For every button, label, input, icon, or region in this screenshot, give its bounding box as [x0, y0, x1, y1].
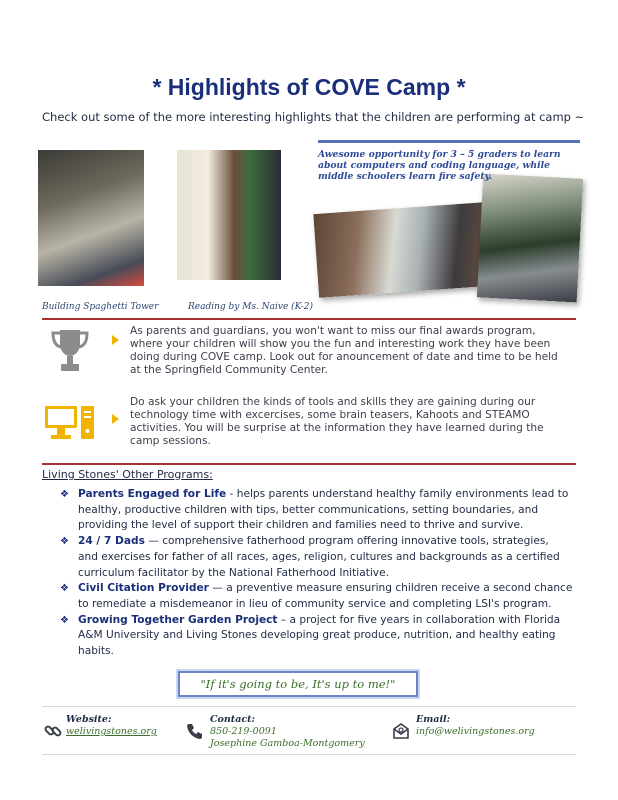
footer-contact: Contact: 850-219-0091 Josephine Gamboa-Montgomery	[210, 714, 365, 749]
diamond-bullet-icon: ❖	[60, 583, 69, 595]
callout-line: Awesome opportunity for 3 – 5 graders to learn	[318, 149, 561, 160]
programs-list	[60, 487, 580, 660]
list-item: ❖ Growing Together Garden Project – a project for five years in collaboration with Florida A&M University and Living Stones developing great produce, nutrition, and healthy eating habits.	[60, 613, 561, 658]
section-divider	[42, 463, 576, 465]
programs-heading: Living Stones' Other Programs:	[42, 468, 213, 481]
contact-name: Josephine Gamboa-Montgomery	[210, 738, 365, 749]
motto-box: "If it's going to be, It's up to me!"	[178, 671, 418, 697]
technology-paragraph: Do ask your children the kinds of tools and skills they are gaining during our technology time with excercises, some brain teasers, Kahoots and STEAMO activities. You will be surprise at the information they have learned during the camp sessions.	[130, 396, 544, 447]
phone-number: 850-219-0091	[210, 726, 277, 737]
website-link[interactable]: welivingstones.org	[66, 726, 157, 737]
awards-paragraph: As parents and guardians, you won't want to miss our final awards program, where your children will show you the fun and interesting work they have been doing during COVE camp. Look out for anouncement of date and time to be held at the Springfield Community Center.	[130, 325, 558, 376]
section-divider	[42, 318, 576, 320]
page-title: * Highlights of COVE Camp *	[152, 74, 466, 100]
list-item: ❖ 24 / 7 Dads — comprehensive fatherhood program offering innovative tools, strategies, and exercises for father of all races, ages, religion, cultures and backgrounds as a certified curriculum facilitator by the National Fatherhood Initiative.	[60, 535, 560, 579]
diamond-bullet-icon: ❖	[60, 614, 69, 626]
footer-email: Email: info@welivingstones.org	[416, 714, 535, 737]
intro-text: Check out some of the more interesting highlights that the children are performing at camp ~	[42, 110, 585, 124]
email-icon	[392, 722, 410, 740]
diamond-bullet-icon: ❖	[60, 536, 69, 548]
diamond-bullet-icon: ❖	[60, 489, 69, 500]
footer-website: Website: welivingstones.org	[66, 714, 157, 737]
footer-divider	[42, 754, 576, 755]
footer-divider	[42, 706, 576, 707]
link-icon	[44, 722, 62, 740]
arrow-icon	[112, 414, 119, 424]
photo-spaghetti-tower	[38, 150, 144, 286]
callout-line: middle schoolers learn fire safety.	[318, 171, 493, 182]
photo-fire-safety	[477, 173, 583, 302]
trophy-icon	[50, 328, 90, 374]
list-item: ❖ Parents Engaged for Life - helps parents understand healthy family environments lead to healthy, productive children with tips, better communications, setting boundaries, and providing the level of support their children and families need to thrive and survive.	[60, 488, 569, 532]
computer-icon	[44, 404, 96, 442]
arrow-icon	[112, 335, 119, 345]
list-item: ❖ Civil Citation Provider — a preventive measure ensuring children receive a second chance to remediate a misdemeanor in lieu of community service and completing LSI's program.	[60, 582, 573, 610]
photo-reading	[177, 150, 281, 280]
photo-computer-lab	[313, 202, 490, 298]
phone-icon	[186, 722, 204, 740]
callout-line: about computers and coding language, while	[318, 160, 550, 171]
email-link[interactable]: info@welivingstones.org	[416, 726, 535, 737]
callout-box	[318, 140, 580, 182]
caption-spaghetti-tower: Building Spaghetti Tower	[42, 302, 159, 312]
caption-reading: Reading by Ms. Naive (K-2)	[188, 302, 314, 312]
